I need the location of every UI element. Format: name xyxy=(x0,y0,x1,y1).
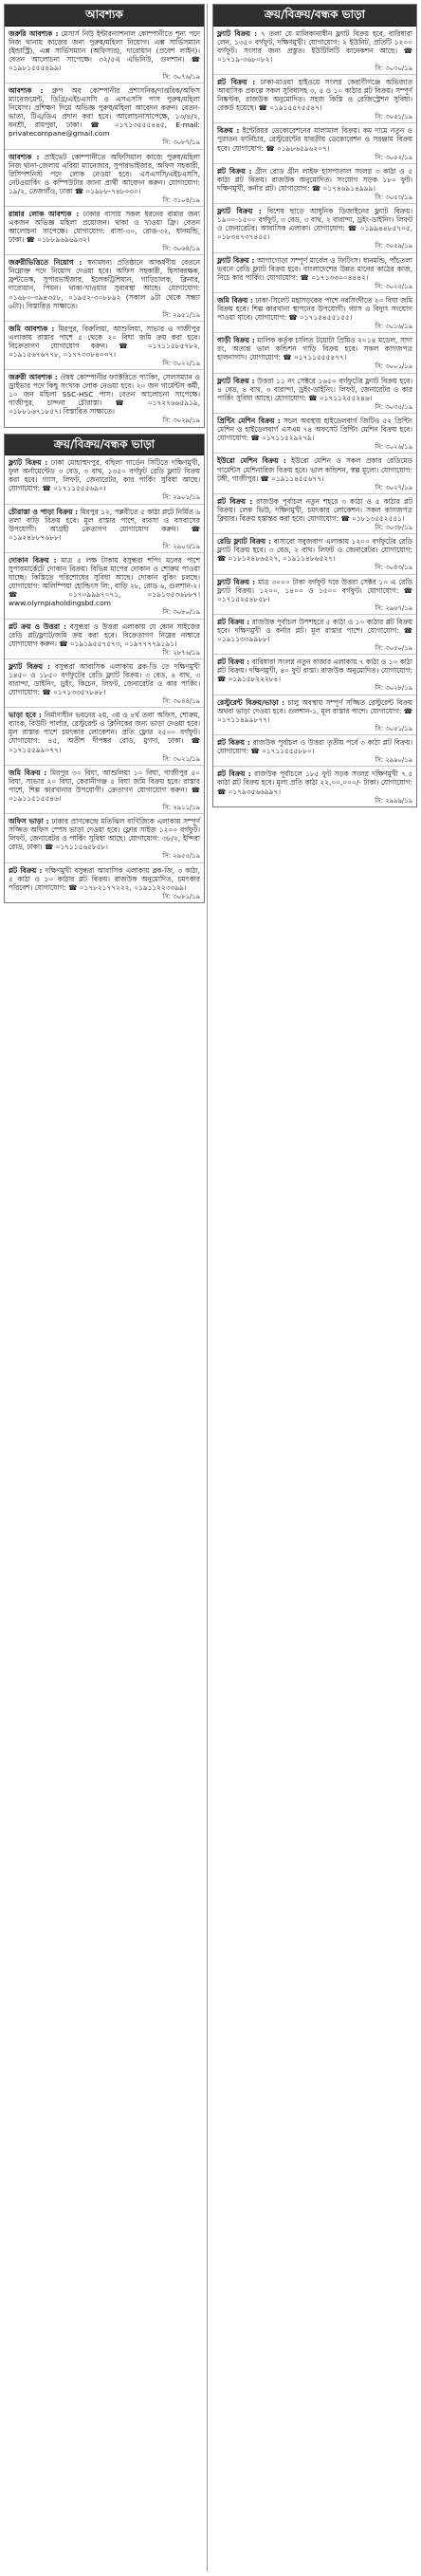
ad-code: সি: ২৯৯০/১৯ xyxy=(375,756,412,765)
ad-code: সি: ৩০৫১/১৯ xyxy=(375,113,412,121)
ad-code: সি: ২৯৫৫/১৯ xyxy=(162,852,200,861)
ad-text: মেসার্স নিউ ইন্টারন্যাশনাল কোম্পানীতে শূন্য পদে নিজ থানায় কাজের জন্য পুরুষ/মহিলা নিয়োগ। এক্স সার্ভিসম্যান (ইন্ডাস্ট্রি), এক্স সার্ভিসম্যান (অফিসার), দারোয়ান (প্রবেশ লাইন)। বেতন আলোচনা সাপেক্ষে। ৩২/৫এ এভিনিউ, গুলশান। ☎ ০১৯৮১৫৫৫৪৯৯। xyxy=(9,28,200,72)
ad-text: গ্রীন রোড গ্রীন লাইফ হাসপাতাল সংলগ্ন ৩ কাঠা ও ৫ কাঠা প্লট বিক্রয়। রাজউক অনুমোদিত। সংযোগ সড়ক ১৮০ ফুট। দক্ষিণমুখী, কর্নার প্লট। যোগাযোগ: ☎ ০১৭৪৬৯১৪৯৯৯। xyxy=(217,166,413,193)
ad-keyword: প্রিন্টিং মেশিন বিক্রয় : xyxy=(217,417,281,426)
section-heading: আবশ্যক xyxy=(5,5,204,27)
classified-ad xyxy=(213,575,416,615)
ad-keyword: আবশ্যক : xyxy=(9,152,40,161)
ad-code: সি: ৩০১৬/১৯ xyxy=(375,323,412,331)
ad-keyword: ভাড়া হবে : xyxy=(9,711,42,720)
ad-keyword: জরুরি আবশ্যক : xyxy=(9,28,59,38)
ad-keyword: বিক্রয় : xyxy=(217,126,240,136)
ad-code: সি: ৩০৩৫/১৯ xyxy=(375,402,412,411)
ad-text: সচল অবস্থায় হাইডেলবার্গ জিটিও ৫২ প্রিন্টিং মেশিন ও হাইডেলবার্গ এসএম ৭৪ অফসেট প্রিন্টিং মেশিন বিক্রয় হবে। যোগাযোগ: ☎ ০১৭১১৫২৯২৭৯। xyxy=(217,417,412,443)
ad-text: মিরপুর ৩০ বিঘা, আশুলিয়া ১০ বিঘা, গাজীপুর ৫০ বিঘা, সাভার ২০ বিঘা, কেরানীগঞ্জ ৫ বিঘা জমি বিক্রয় হবে। রাস্তার পাশে, শিল্প কারখানার উপযোগী। ক্রেতাগণ যোগাযোগ করুন। ☎ ০১৯১১৫১৫৫৪৬। xyxy=(9,768,200,803)
ad-text: মাত্র ৫ লক্ষ টাকায় বসুন্ধরা শপিং মলের পাশে সুপারমার্কেটে দোকান বিক্রয়। বিভিন্ন মাপের দোকান ও শোরুম পাওয়া যাচ্ছে। কিস্তিতে পরিশোধের সুবিধা আছে। দোকান বুকিং চলছে। যোগাযোগ: অলিম্পিয়া হোল্ডিংস লি:, বাড়ি ২৮, রোড ৬, গুলশান-২। ☎ ০১৭০৯৯৯৭০৭১, ০১৯১৩৫৩৬৮৮৭। www.olympiaholdingsbd.com xyxy=(9,556,200,608)
classified-ad xyxy=(213,695,416,735)
classified-ad xyxy=(5,659,204,708)
ad-code: সি: ২৯৯৯/১৯ xyxy=(375,796,412,805)
ad-code: সি: ৩০৪৩/১৯ xyxy=(375,564,412,572)
classified-ad xyxy=(5,255,204,321)
classified-ad xyxy=(5,863,204,902)
classified-ad xyxy=(5,814,204,862)
section-heading: ক্রয়/বিক্রয়/বন্ধক ভাড়া xyxy=(5,435,204,456)
ad-code: সি: ৩০২৭/১৯ xyxy=(375,483,412,491)
ad-code: সি: ৩০৮০/১৯ xyxy=(162,608,200,617)
ad-text: ৭ তলা যে মালিকানাধীন ফ্ল্যাট বিক্রয় হবে, বারিধারা লেন, ১৩৫০ বর্গফুট, দক্ষিণমুখী। যোগাযোগ: ২ ইউনিট, প্রতিটি ১২০০ বর্গফুট। সংসার জন্য প্রস্তুত। ইউটিলিটি কানেকশন আছে। ☎ ০১৭১৯-৩৬৮০৮২। xyxy=(217,28,412,64)
ad-text: ঢাকা মোহাম্মদপুর, বছিলা গার্ডেন সিটিতে দক্ষিণমুখী, ফুল অর্নামেন্টেড ৩ বেড, ৩ বাথ, ১৩৫০ বর্গফুট রেডি ফ্ল্যাট বিক্রয় করা হবে। গ্যাস, লিফট, জেনারেটর, কার পার্কিং সুবিধা আছে। যোগাযোগ: ☎ ০১৭১১৫৫৫৬৯০। xyxy=(9,458,200,493)
ad-code: সি: ৩০২৬/১৯ xyxy=(375,443,412,452)
ad-keyword: জরুরী আবশ্যক : xyxy=(9,373,58,382)
classified-ad xyxy=(5,553,204,619)
classified-ad xyxy=(213,293,416,333)
ad-code: সি: ২৯০১/১৯ xyxy=(162,493,200,502)
left-column xyxy=(4,4,205,909)
classified-ad xyxy=(213,735,416,767)
classified-ad xyxy=(213,767,416,806)
classified-ad xyxy=(213,75,416,123)
classified-ad xyxy=(213,27,416,75)
classified-ad xyxy=(213,123,416,163)
classified-ad xyxy=(5,505,204,553)
ad-keyword: জমি বিক্রয় : xyxy=(217,295,253,305)
ad-keyword: ফ্ল্যাট বিক্রয় : xyxy=(217,376,255,385)
ad-keyword: অফিস ভাড়া : xyxy=(9,817,49,826)
classified-ad xyxy=(5,708,204,765)
ad-keyword: ফ্ল্যাট বিক্রয় : xyxy=(9,458,48,468)
ad-code: সি: ৩০২৯/১৯ xyxy=(162,417,200,425)
ad-code: সি: ৩০৮১/১৯ xyxy=(162,892,200,900)
ad-keyword: প্লট বিক্রয় : xyxy=(217,166,252,176)
ad-code: সি: ৩১০৪/১৯ xyxy=(162,195,200,204)
classified-ad xyxy=(213,204,416,252)
right-column xyxy=(212,4,417,813)
ad-keyword: গাড়ী বিক্রয় : xyxy=(217,336,255,345)
ad-keyword: প্লট ক্রয় ও উত্তরা : xyxy=(9,621,66,631)
ad-text: রাজউক পূর্বাচল উপশহরে ৫ কাঠা ও ১০ কাঠার প্লট বিক্রয় হবে। দক্ষিণমুখী ও কর্নার প্লট। মূল রাস্তার পাশে। যোগাযোগ: ☎ ০১৯১১৩৩৯৯৮৮। xyxy=(217,617,412,644)
ad-text: মালিক কর্তৃক চালিত টয়োটা প্রিমিও ২০১৪ মডেল, সাদা রং, অত্যন্ত ভাল কন্ডিশন গাড়ি বিক্রয় হবে। সকল কাগজপত্র হালনাগাদ। যোগাযোগ: ☎ ০১৭১১৫৫৫৪৭৭। xyxy=(217,336,412,362)
ad-text: স্বনামধন্য প্রতিষ্ঠানে আকর্ষণীয় বেতনে নিম্নোক্ত পদে নিয়োগ দেওয়া হবে। অফিস সহকারী, হিসাবরক্ষক, ফ্রন্টডেস্ক, সুপারভাইজার, ইলেকট্রিশিয়ান, গাড়িচালক, ক্লিনার, দারোয়ান, পিয়ন। থাকা-খাওয়ার সুব্যবস্থা আছে। যোগাযোগ: ০১৬৮০-৩৯৪৩৫৮, ০১৯৫২-৩০৮৮৯২ (সকাল ৯টা থেকে সন্ধ্যা ৬টা)। বিস্তারিত সাক্ষাতে। xyxy=(9,258,200,310)
ad-code: সি: ২৯৫১/১৯ xyxy=(162,310,200,319)
classified-ad xyxy=(5,207,204,255)
ad-text: মিরপুর ১২, পল্লবীতে ৫ কাঠা প্লটে নির্মিত ৬ তলা বাড়ি বিক্রয় হবে। মূল রাস্তার পাশে, ব্যবসা ও বসবাসের উপযোগী। আগ্রহী ক্রেতাগণ যোগাযোগ করুন। ☎ ০১৯২৪৮৮৭৬৮৮। xyxy=(9,507,201,542)
classified-ad xyxy=(213,164,416,204)
ad-keyword: ইউরো মেশিন বিক্রয় : xyxy=(217,456,286,466)
classified-ad xyxy=(5,150,204,207)
ad-code: সি: ৩০৭৬/১৯ xyxy=(162,72,200,81)
ad-code: সি: ৩০৩০/১৯ xyxy=(375,64,412,72)
ad-text: ঢাকার বাসায় সকল ধরনের রান্নার জন্য একজন অভিজ্ঞ মহিলা প্রয়োজন। থাকা ও খাওয়া ফ্রি। বেতন আলোচনা সাপেক্ষে। যোগাযোগ: বাসা-৩০, রোড-৩২, ধানমন্ডি, ঢাকা। ☎ ০১৮৮৯৬৯৬৯৩২। xyxy=(9,209,200,245)
ad-code: সি: ৩০২১/১৯ xyxy=(162,754,200,763)
ad-keyword: রান্নার লোক আবশ্যক : xyxy=(9,209,80,218)
classified-ad xyxy=(5,620,204,659)
classified-ad xyxy=(213,534,416,574)
ad-keyword: প্লট বিক্রয় : xyxy=(217,78,256,87)
ad-code: সি: ২৯১১/১৯ xyxy=(162,803,200,811)
ad-keyword: আবশ্যক : xyxy=(9,86,44,96)
ad-code: সি: ৩০৫৩/১৯ xyxy=(375,193,412,201)
ad-text: নির্মাণাধীন ভবনের ২য়, ৩য় ও ৪র্থ তলা অফিস, শোরুম, ব্যাংক, বিউটি পার্লার, রেস্টুরেন্ট ও ক্লিনিকের জন্য ভাড়া দেওয়া হবে। মূল রাস্তার পাশে চমৎকার লোকেশন। প্রতি ফ্লোর ২৫০০ বর্গফুট। যোগাযোগ: ৪৫, অতীশ দীপঙ্কর রোড, মুগদা, ঢাকা। ☎ ০১৭১৫৫৯৯০৭৭। xyxy=(9,711,201,754)
ad-text: প্রাইভেট কোম্পানীতে অফিসিয়াল কাজে পুরুষ/মহিলা নিজ থানা-জেলায় এরিয়া ম্যানেজার, সুপারভাইজার, অফিস সহকারী, রিসিপশনিস্ট পদে লোক নেওয়া হবে। এসএসসি/এইচএসসি, নেটওয়ার্কিং ও কম্পিউটার জানা প্রার্থী আবেদন করুন। যোগাযোগ: ১৯/২, তেজগাঁও, ঢাকা ☎ ০১৯৮৮-৭৪৮০৩০। xyxy=(9,152,201,195)
ad-keyword: প্লট বিক্রয় : xyxy=(217,658,250,667)
ad-keyword: চৌরাস্তা ও পাড়া বিক্রয় : xyxy=(9,507,79,516)
ad-keyword: প্লট বিক্রয় : xyxy=(217,738,250,748)
ad-keyword: রেস্টুরেন্ট বিক্রয়/ভাড়া : xyxy=(217,697,285,707)
classified-ad xyxy=(5,83,204,149)
ad-keyword: রেডি ফ্ল্যাট বিক্রয় : xyxy=(217,537,271,547)
ad-text: বারিধারা সংলগ্ন নতুন বাজার এলাকায় ৭ কাঠা ও ১০ কাঠা প্লট বিক্রয়। দক্ষিণমুখী, ৪০ ফুট রাস্তা। রাজউক অনুমোদিত। যোগাযোগ: ☎ ০১৯১৫৮২২২৮৪। xyxy=(217,658,412,684)
ad-text: ইন্টেরিয়র ডেকোরেশনের মালামাল বিক্রয়। কম দামে নতুন ও পুরাতন ফার্নিচার, রেস্টুরেন্টের যাবতীয় ডেকোরেশন ও সরঞ্জাম বিক্রয় হবে। যোগাযোগ: ☎ ০১৯৮৬৫৯৬২০৭। xyxy=(217,126,412,153)
ad-keyword: দোকান বিক্রয় : xyxy=(9,556,57,565)
ad-keyword: ফ্ল্যাট বিক্রয় : xyxy=(217,255,255,265)
ad-code: সি: ৩০৫৯/১৯ xyxy=(375,242,412,250)
classified-ad xyxy=(213,494,416,534)
ad-text: বসুন্ধরা আবাসিক এলাকায় ব্লক-ডি তে দক্ষিণমুখী ১৪৫০ ও ১৮৫০ বর্গফুটের রেডি ফ্ল্যাট বিক্রয়। ৩ বেড, ৪ বাথ, ৩ বারান্দা, ডাইনিং, ড্রইং, কিচেন, লিফট, জেনারেটর ও কার পার্কিং। যোগাযোগ: ☎ ০১৭১৩৩৫৭৮৪৮। xyxy=(9,661,200,697)
ad-text: ইউরো মেশিন ও সকল প্রকার রেডিমেড গার্মেন্টস মেশিনারিজ বিক্রয় হবে। ভাল কন্ডিশন, স্বল্প মূল্যে। যোগাযোগ: টঙ্গী, গাজীপুর। ☎ ০১৯১১৪৫৫৬৭৭। xyxy=(217,456,412,483)
column-divider xyxy=(207,4,208,2571)
classified-section xyxy=(4,434,205,903)
ad-keyword: প্লট বিক্রয় : xyxy=(9,865,43,875)
classified-ad xyxy=(213,615,416,655)
ad-text: ঔষধ কোম্পানীর ফ্যাক্টরিতে প্যাকিং, সেলসম্যান ও ড্রাইভার পদে কিছু সংখ্যক লোক নেওয়া হবে। ২০ জন গার্মেন্টস কর্মী, ১০ জন মহিলা SSC-HSC পাস। বেতন আলোচনা সাপেক্ষে। গাজীপুর, চান্দনা চৌরাস্তা। ☎ ০১৭২৭৬৬৫৯১৯, ০১৮৮১৬৭১৮৫৭। বিস্তারিত সাক্ষাতে। xyxy=(9,373,200,417)
ad-code: সি: ৩০৮৭/১৯ xyxy=(162,139,200,147)
ad-keyword: ফ্ল্যাট বিক্রয় : xyxy=(217,207,262,216)
classified-page xyxy=(4,4,417,2571)
ad-code: সি: ৩০২২/১৯ xyxy=(162,359,200,367)
ad-text: দক্ষিণমুখী বসুন্ধরা আবাসিক এলাকায় ব্লক-জি, ৩ কাঠা, ৫ কাঠা ও ১০ কাঠার প্লট বিক্রয়। রাজউক অনুমোদিত, চমৎকার পরিবেশ। যোগাযোগ: ☎ ০১৭৮২১৭৭২২২, ০১৯১১২২৩৩৯৯। xyxy=(9,865,201,892)
classified-ad xyxy=(5,766,204,814)
ad-code: সি: ৩০৫২/১৯ xyxy=(375,153,412,161)
section-heading: ক্রয়/বিক্রয়/বন্ধক ভাড়া xyxy=(213,5,416,27)
ad-keyword: ফ্ল্যাট বিক্রয় : xyxy=(217,577,256,586)
ad-text: বাসাবো সবুজবাগ এলাকায় ১২০০ বর্গফুটের রেডি ফ্ল্যাট বিক্রয় হবে। ৩ বেড, ২ বাথ। লিফট ও জেনারেটর। যোগাযোগ: ☎ ০১৮১২৪৮৬৫২৭, ০১৯১১৪৮৬৫২৭। xyxy=(217,537,412,564)
ad-text: উত্তরা ১১ নং সেক্টরে ১৬৫০ বর্গফুটের ফ্ল্যাট বিক্রয় হবে। ৪ বেড, ৪ বাথ, ৩ বারান্দা, ড্রইং-ডাইনিং। লিফট, জেনারেটর ও কার পার্কিং সুবিধা আছে। যোগাযোগ: ☎ ০১৭১১২৫৫২৪৬। xyxy=(217,376,412,402)
classified-ad xyxy=(5,27,204,83)
ad-keyword: জরুরীভিত্তিতে নিয়োগ : xyxy=(9,258,82,268)
classified-ad xyxy=(213,253,416,293)
classified-ad xyxy=(213,414,416,454)
ad-text: রাজউক পূর্বাচল ও উত্তরা তৃতীয় পর্বে ৩ কাঠা প্লট বিক্রয়। যোগাযোগ: ☎ ০১৭১১৫৫৫৮৮০। xyxy=(217,738,413,756)
classified-ad xyxy=(213,454,416,493)
classified-section xyxy=(4,4,205,428)
ad-code: সি: ২৯৬৭/১৯ xyxy=(375,603,412,612)
ad-text: ঢাকার প্রাণকেন্দ্রে মতিঝিল বাণিজ্যিক এলাকায় সম্পূর্ণ সজ্জিত অফিস স্পেস ভাড়া দেওয়া হবে। ফ্লোর সাইজ ১২০০ বর্গফুট। লিফট, জেনারেটর ও পার্কিং সুবিধা আছে। যোগাযোগ: ৩৮/২, ইন্দিরা রোড, ঢাকা। ☎ ০১৭১১৫৬৫৮৫৮। xyxy=(9,817,200,852)
ad-code: সি: ৩০৫০/১৯ xyxy=(375,644,412,653)
ad-keyword: জমি বিক্রয় : xyxy=(9,768,47,777)
ad-keyword: প্লট বিক্রয় : xyxy=(217,496,253,506)
ad-keyword: প্লট বিক্রয় : xyxy=(217,769,251,779)
ad-keyword: জমি আবশ্যক : xyxy=(9,324,55,333)
classified-ad xyxy=(213,655,416,695)
ad-text: রাজউক পূর্বাচল নতুন শহরে ৩ কাঠা ও ৫ কাঠার প্লট বিক্রয়। লেক ভিউ, দক্ষিণমুখী, চমৎকার লোকেশন। সকল কাগজপত্র ক্লিয়ার। বিক্রয় হস্তান্তর করা হবে। যোগাযোগ: ☎ ০১৮১৩৫৫২৫৫১। xyxy=(217,496,412,523)
ad-text: রাজউক পূর্বাচলে ১৮৫ ফুট সড়ক সংলগ্ন দক্ষিণমুখী ৭.৫ কাঠা প্লট বিক্রয় হবে। মূল্য প্রতি কাঠা ২২,০০,০০০/- টাকা। যোগাযোগ: ☎ ০১৭৯৩৫৬৬৯৯৭। xyxy=(217,769,412,796)
ad-code: সি: ৩০৩৮/১৯ xyxy=(375,523,412,531)
ad-code: সি: ২৯০৩/১৯ xyxy=(162,542,200,550)
classified-section xyxy=(212,4,417,807)
classified-ad xyxy=(5,455,204,504)
ad-code: সি: ২৮৭৬/১৯ xyxy=(162,648,200,657)
ad-code: সি: ৩০২৮/১৯ xyxy=(375,684,412,693)
ad-code: সি: ৩০২৫/১৯ xyxy=(375,282,412,290)
ad-text: ঢাকা-মাওয়া হাইওয়ে সংলগ্ন কেরাণীগঞ্জে অভিজাত আবাসিক প্রকল্পে সকল সুবিধাসহ ৩, ৫ ও ১০ কাঠার প্লট বিক্রয়। সম্পূর্ণ নিষ্কণ্টক, রাজউক অনুমোদিত। সহজ কিস্তি ও রেজিস্ট্রেশন সুবিধা। রেকর্ড হয়েছে। ☎ ০১৯১৫৫৭৫৫৪৭। xyxy=(217,78,412,113)
ad-text: মাত্র ৩০০০ টাকা বর্গফুট দরে উত্তরা সেক্টর ১০ এ রেডি ফ্ল্যাট বিক্রয়। ১২০০, ১৪০০ ও ১৫০০ বর্গফুট। যোগাযোগ: ☎ ০১৭১৫২৫৪৮৫৮। xyxy=(217,577,412,603)
ad-text: বিশেষ ছাড়ে আধুনিক ডিজাইনের ফ্ল্যাট বিক্রয়। ১৯০০-১৫০০ বর্গফুট, ৩ বেড, ৩ বাথ, ২ বারান্দা, ড্রইং-ডাইনিং। লিফট ও জেনারেটর। আবাসিক এলাকা। যোগাযোগ: ☎ ০১৯৯৪৪৮৫৭০৫, ০১৮৩৪৭৩৭৪৫৫। xyxy=(217,207,412,242)
ad-text: বসুন্ধরা ও উত্তরা এলাকায় যে কোন সাইজের রেডি প্লট/ফ্ল্যাট/জমি ক্রয় করা হবে। বিক্রেতাগণ নিম্নের নাম্বারে যোগাযোগ করুন। ☎ ০১৯১৯৫৫৭৫৭৩, ০১৯৭৭৭৭৯১৯১। xyxy=(9,621,200,648)
ad-text: গ্রুপ অব কোম্পানীর প্রশাসনিক/দাপ্তরিক/অফিস ম্যানেজমেন্ট, ডিগ্রি/এইচএসসি ও এসএসসি পাস পুরুষ/মহিলা নিয়োগ। প্রশিক্ষণ দিয়ে অভিজ্ঞ পুরুষ/মহিলা আবেদন করুন। বেতন-ভাতা, টিএ/ডিএ প্রদান করা হবে। আলোচনাসাপেক্ষে, ১৩/৪/২, বনশ্রী, রামপুরা, ঢাকা। ☎ ০১৭১৩৫৫৫৪৪৫, E-mail: privatecompane@gmail.com xyxy=(9,86,200,139)
ad-keyword: ফ্ল্যাট বিক্রয় : xyxy=(217,28,258,38)
ad-text: চালু অবস্থায় সম্পূর্ণ সজ্জিত রেস্টুরেন্ট বিক্রয় অথবা ভাড়া দেওয়া হবে। গুলশান-১, মূল রাস্তার পাশে। যোগাযোগ: ☎ ০১৭১১৪৯৯৮৭৭। xyxy=(217,697,412,724)
ad-code: সি: ৩০০১/১৯ xyxy=(375,362,412,371)
classified-ad xyxy=(5,322,204,370)
ad-keyword: প্লট বিক্রয় : xyxy=(217,617,250,626)
ad-code: সি: ৩০৪৪/১৯ xyxy=(162,697,200,706)
ad-text: ঢাকা-সিলেট মহাসড়কের পাশে নরসিংদীতে ২০ বিঘা জমি বিক্রয় হবে। শিল্প কারখানা স্থাপনের উপযোগী। গ্যাস ও বিদ্যুৎ সংযোগ পাওয়া যাবে। যোগাযোগ: ☎ ০১৭১৫৪৫৫১৫৫। xyxy=(217,295,412,323)
ad-code: সি: ৩০৬৪/১৯ xyxy=(162,245,200,253)
classified-ad xyxy=(213,374,416,414)
ad-code: সি: ৩০৫১/১৯ xyxy=(375,724,412,732)
classified-ad xyxy=(5,370,204,426)
ad-keyword: ফ্ল্যাট বিক্রয় : xyxy=(9,661,50,671)
classified-ad xyxy=(213,333,416,373)
ad-text: আগাগোড়া সম্পূর্ণ মার্বেল ও ফিটিংস। ধানমন্ডি, পাঁচতলা ভবনে রেডি ফ্ল্যাট বিক্রয় হবে। বাংলাদেশের উন্নত মানের কাঠের কাজ, নিচে কার পার্কিং। যোগাযোগ: ☎ ০১৭১৩৩০০৪৪৪২। xyxy=(217,255,412,282)
ad-text: মিরপুর, বিরুলিয়া, আশুলিয়া, সাভার ও গাজীপুর এলাকায় রাস্তার পাশে ৫ থেকে ২০ বিঘা জমি ক্রয় করা হবে। বিক্রেতাগণ যোগাযোগ করুন। ☎ ০১৭১১৫৮৫৭৮২, ০১৯১৫৬৭৬৭৭৮, ০১৭৭৩৩৮৪০০৭। xyxy=(9,324,200,359)
